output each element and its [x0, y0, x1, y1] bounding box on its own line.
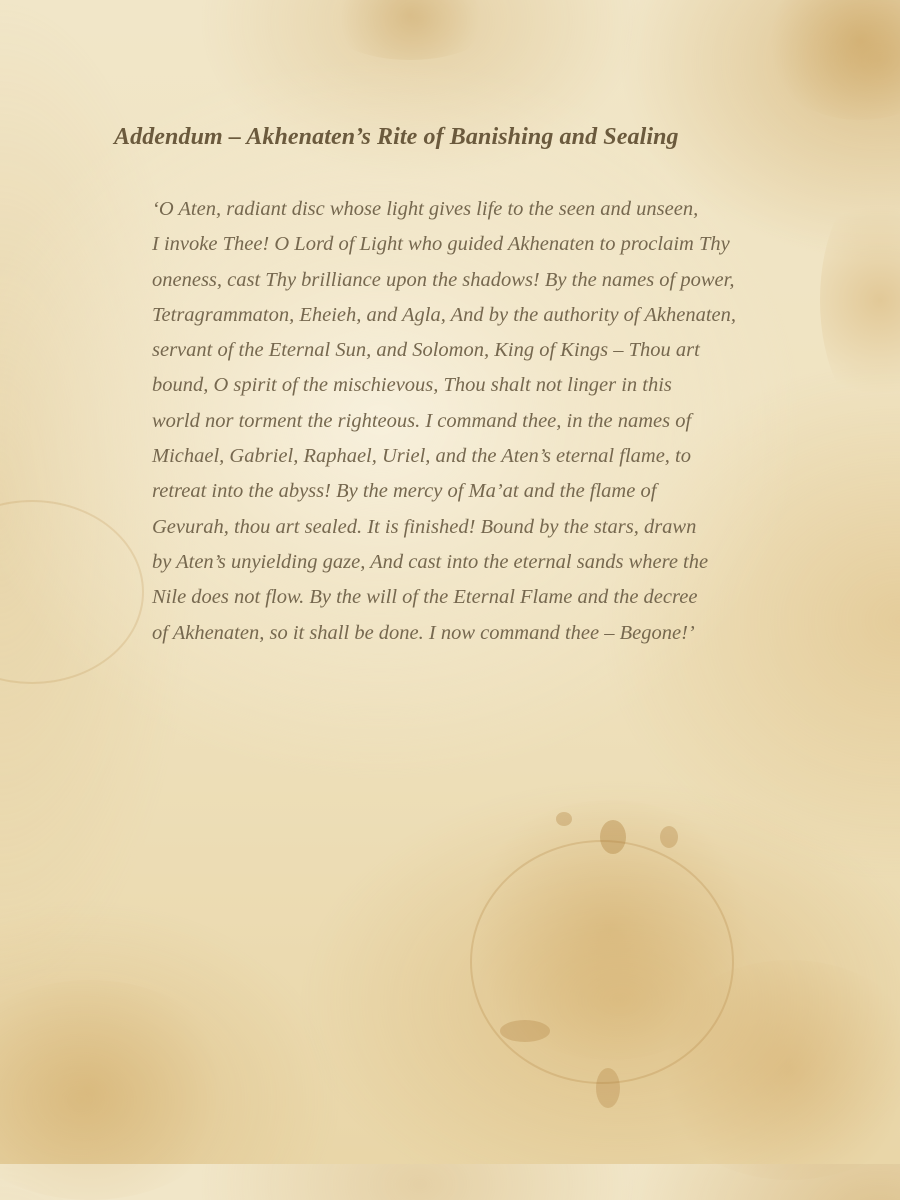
text-line: servant of the Eternal Sun, and Solomon, King of Kings – Thou art — [152, 339, 700, 362]
invocation-text — [152, 192, 792, 651]
text-line: bound, O spirit of the mischievous, Thou shalt not linger in this — [152, 374, 672, 397]
stain-bottom-right — [650, 960, 900, 1180]
spot-3 — [500, 1020, 550, 1042]
text-line: Tetragrammaton, Eheieh, and Agla, And by the authority of Akhenaten, — [152, 303, 737, 326]
stain-top-right — [760, 0, 900, 120]
spot-4 — [596, 1068, 620, 1108]
text-line: world nor torment the righteous. I command thee, in the names of — [152, 409, 692, 432]
stain-right-edge — [820, 180, 900, 420]
text-line: Michael, Gabriel, Raphael, Uriel, and the Aten’s eternal flame, to — [152, 445, 691, 468]
spot-5 — [556, 812, 572, 826]
text-line: Nile does not flow. By the will of the Eternal Flame and the decree — [152, 586, 698, 609]
text-line: by Aten’s unyielding gaze, And cast into the eternal sands where the — [152, 550, 709, 573]
document-title: Addendum – Akhenaten’s Rite of Banishing and Sealing — [114, 124, 679, 150]
stain-bottom-center — [460, 800, 760, 1060]
text-line: of Akhenaten, so it shall be done. I now command thee – Begone!’ — [152, 621, 695, 644]
spot-2 — [660, 826, 678, 848]
coffee-ring-left — [0, 500, 144, 684]
text-line: retreat into the abyss! By the mercy of Ma’at and the flame of — [152, 480, 657, 503]
text-line: I invoke Thee! O Lord of Light who guided Akhenaten to proclaim Thy — [152, 233, 730, 256]
text-line: oneness, cast Thy brilliance upon the shadows! By the names of power, — [152, 268, 735, 291]
coffee-ring-bottom — [470, 840, 734, 1084]
spot-1 — [600, 820, 626, 854]
stain-bottom-left — [0, 980, 240, 1200]
stain-top-center — [320, 0, 500, 60]
text-line: Gevurah, thou art sealed. It is finished! Bound by the stars, drawn — [152, 515, 697, 538]
text-line: ‘O Aten, radiant disc whose light gives life to the seen and unseen, — [152, 198, 699, 220]
